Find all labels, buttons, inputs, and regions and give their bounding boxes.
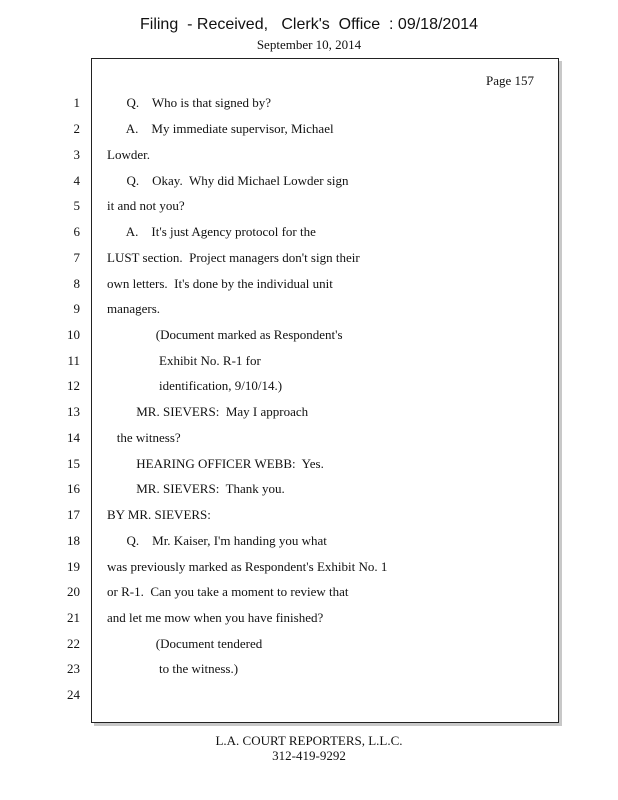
- line-text: LUST section. Project managers don't sign their: [107, 250, 360, 265]
- line-number: 24: [67, 687, 80, 702]
- line-number: 7: [73, 250, 80, 265]
- line-text: Lowder.: [107, 147, 150, 162]
- line-text: managers.: [107, 301, 161, 316]
- page-number: Page 157: [485, 73, 534, 88]
- line-number: 17: [67, 507, 80, 522]
- line-text: A. My immediate supervisor, Michael: [107, 121, 334, 136]
- transcript-date: September 10, 2014: [256, 37, 362, 52]
- line-number: 3: [73, 147, 80, 162]
- reporter-company: L.A. COURT REPORTERS, L.L.C.: [215, 733, 403, 748]
- line-text: identification, 9/10/14.): [107, 378, 283, 393]
- reporter-phone: 312-419-9292: [272, 748, 346, 763]
- line-text: Q. Okay. Why did Michael Lowder sign: [107, 173, 349, 188]
- line-number: 15: [67, 456, 80, 471]
- line-number: 22: [67, 636, 80, 651]
- line-text: and let me mow when you have finished?: [107, 610, 324, 625]
- line-number: 14: [67, 430, 80, 445]
- line-number: 6: [73, 224, 80, 239]
- line-text: to the witness.): [107, 661, 239, 676]
- filing-stamp: Filing - Received, Clerk's Office : 09/18/2014: [139, 16, 479, 33]
- line-number: 11: [67, 353, 80, 368]
- line-text: own letters. It's done by the individual unit: [107, 276, 333, 291]
- line-number: 4: [73, 173, 80, 188]
- line-text: A. It's just Agency protocol for the: [107, 224, 316, 239]
- line-number: 12: [67, 378, 80, 393]
- line-number: 13: [67, 404, 80, 419]
- line-text: (Document tendered: [107, 636, 263, 651]
- line-text: Q. Mr. Kaiser, I'm handing you what: [107, 533, 327, 548]
- line-number: 8: [73, 276, 80, 291]
- line-text: Exhibit No. R-1 for: [107, 353, 261, 368]
- line-text: was previously marked as Respondent's Exhibit No. 1: [107, 559, 388, 574]
- line-number: 1: [73, 95, 80, 110]
- line-number: 10: [67, 327, 80, 342]
- line-text: MR. SIEVERS: May I approach: [107, 404, 309, 419]
- line-number: 20: [67, 584, 80, 599]
- line-number: 16: [67, 481, 80, 496]
- line-text: it and not you?: [107, 198, 185, 213]
- line-number: 21: [67, 610, 80, 625]
- line-number: 5: [73, 198, 80, 213]
- line-text: HEARING OFFICER WEBB: Yes.: [107, 456, 324, 471]
- line-text: Q. Who is that signed by?: [107, 95, 272, 110]
- line-text: or R-1. Can you take a moment to review that: [107, 584, 349, 599]
- line-number: 2: [73, 121, 80, 136]
- line-number: 18: [67, 533, 80, 548]
- line-number: 23: [67, 661, 80, 676]
- line-text: MR. SIEVERS: Thank you.: [107, 481, 285, 496]
- line-number: 19: [67, 559, 80, 574]
- line-text: BY MR. SIEVERS:: [107, 507, 211, 522]
- line-number: 9: [73, 301, 80, 316]
- line-text: (Document marked as Respondent's: [107, 327, 343, 342]
- line-text: the witness?: [107, 430, 181, 445]
